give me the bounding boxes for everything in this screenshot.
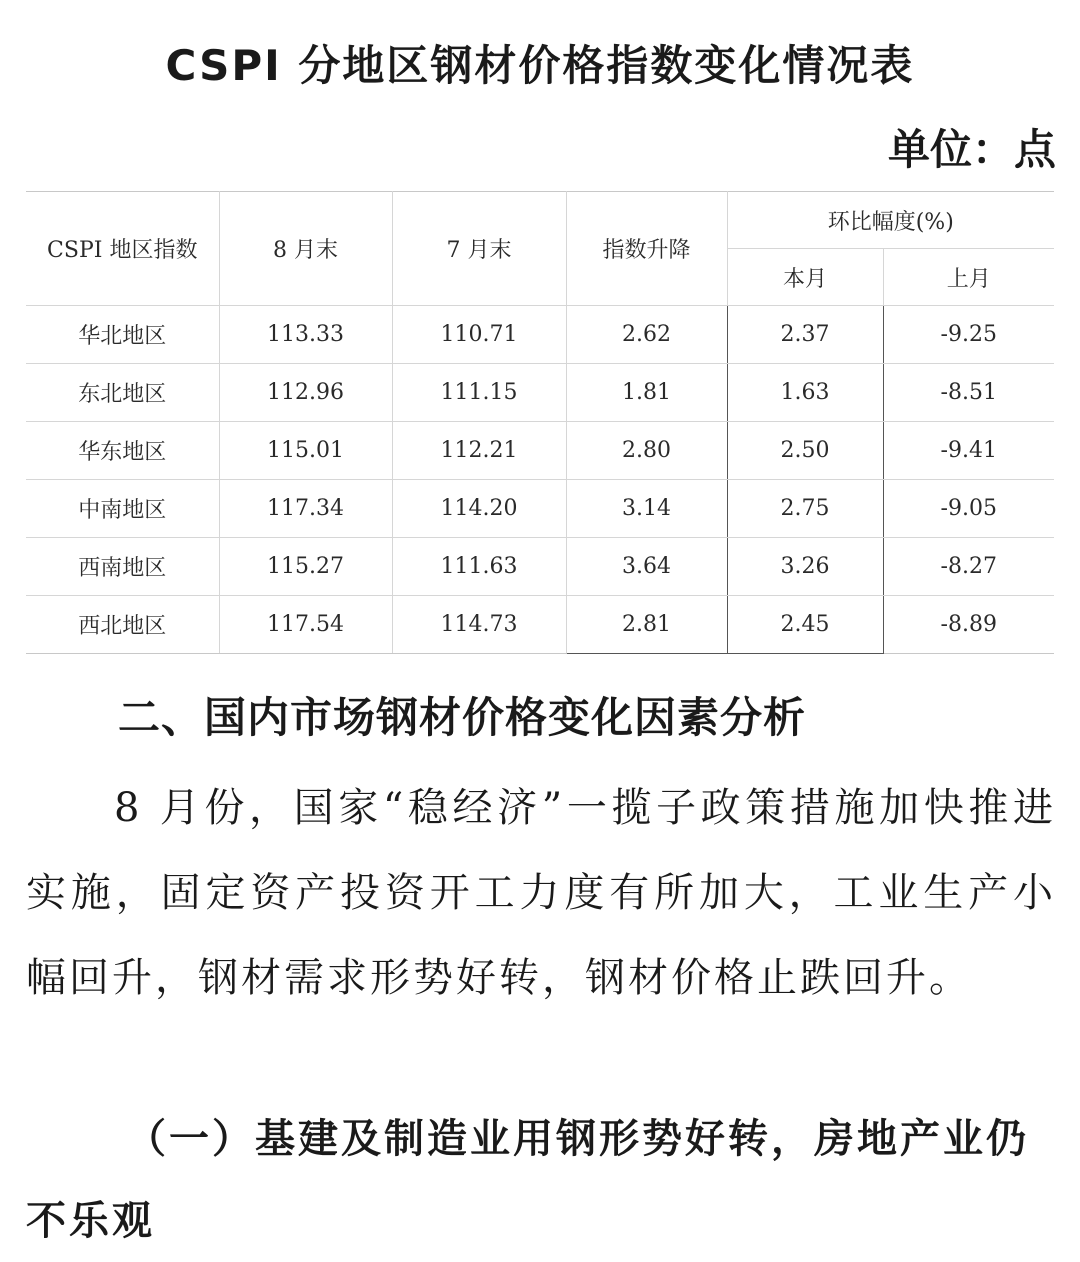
cell-jul-end: 110.71 bbox=[392, 306, 566, 364]
cell-last-month: -9.25 bbox=[883, 306, 1054, 364]
header-region: CSPI 地区指数 bbox=[26, 192, 219, 306]
unit-label: 单位：点 bbox=[887, 125, 1056, 174]
header-aug-end: 8 月末 bbox=[219, 192, 392, 306]
table-header-row bbox=[26, 192, 1054, 249]
cell-region: 华北地区 bbox=[26, 306, 219, 364]
table-row bbox=[26, 538, 1054, 596]
cell-last-month: -8.89 bbox=[883, 596, 1054, 654]
cell-change: 2.81 bbox=[566, 596, 727, 654]
table-row bbox=[26, 306, 1054, 364]
table-row bbox=[26, 422, 1054, 480]
cell-this-month: 2.37 bbox=[727, 306, 883, 364]
cell-this-month: 3.26 bbox=[727, 538, 883, 596]
cell-jul-end: 112.21 bbox=[392, 422, 566, 480]
cell-this-month: 2.50 bbox=[727, 422, 883, 480]
regional-price-index-table bbox=[26, 191, 1054, 654]
header-jul-end: 7 月末 bbox=[392, 192, 566, 306]
table-row bbox=[26, 480, 1054, 538]
subsection-heading: （一）基建及制造业用钢形势好转，房地产业仍不乐观 bbox=[26, 1115, 1029, 1244]
cell-change: 2.62 bbox=[566, 306, 727, 364]
cell-change: 3.14 bbox=[566, 480, 727, 538]
cell-change: 2.80 bbox=[566, 422, 727, 480]
cell-region: 西南地区 bbox=[26, 538, 219, 596]
cell-this-month: 1.63 bbox=[727, 364, 883, 422]
cell-jul-end: 111.63 bbox=[392, 538, 566, 596]
cell-last-month: -9.41 bbox=[883, 422, 1054, 480]
table-row bbox=[26, 364, 1054, 422]
cell-last-month: -8.27 bbox=[883, 538, 1054, 596]
cell-jul-end: 114.20 bbox=[392, 480, 566, 538]
header-mom-group: 环比幅度(%) bbox=[727, 192, 1054, 249]
cell-region: 中南地区 bbox=[26, 480, 219, 538]
header-last-month: 上月 bbox=[883, 249, 1054, 306]
cell-region: 华东地区 bbox=[26, 422, 219, 480]
cell-aug-end: 112.96 bbox=[219, 364, 392, 422]
cell-change: 1.81 bbox=[566, 364, 727, 422]
header-change: 指数升降 bbox=[566, 192, 727, 306]
cell-last-month: -9.05 bbox=[883, 480, 1054, 538]
header-this-month: 本月 bbox=[727, 249, 883, 306]
cell-last-month: -8.51 bbox=[883, 364, 1054, 422]
cell-aug-end: 115.01 bbox=[219, 422, 392, 480]
cell-region: 东北地区 bbox=[26, 364, 219, 422]
cell-this-month: 2.75 bbox=[727, 480, 883, 538]
cell-aug-end: 115.27 bbox=[219, 538, 392, 596]
cell-aug-end: 117.54 bbox=[219, 596, 392, 654]
cell-aug-end: 117.34 bbox=[219, 480, 392, 538]
cell-change: 3.64 bbox=[566, 538, 727, 596]
body-paragraph: 8 月份，国家“稳经济”一揽子政策措施加快推进实施，固定资产投资开工力度有所加大，工业生产小幅回升，钢材需求形势好转，钢材价格止跌回升。 bbox=[26, 785, 1056, 1001]
cell-jul-end: 114.73 bbox=[392, 596, 566, 654]
table-title: CSPI 分地区钢材价格指数变化情况表 bbox=[165, 41, 915, 90]
cell-jul-end: 111.15 bbox=[392, 364, 566, 422]
table-row bbox=[26, 596, 1054, 654]
cell-aug-end: 113.33 bbox=[219, 306, 392, 364]
cell-this-month: 2.45 bbox=[727, 596, 883, 654]
cell-region: 西北地区 bbox=[26, 596, 219, 654]
section-heading: 二、国内市场钢材价格变化因素分析 bbox=[118, 693, 807, 742]
